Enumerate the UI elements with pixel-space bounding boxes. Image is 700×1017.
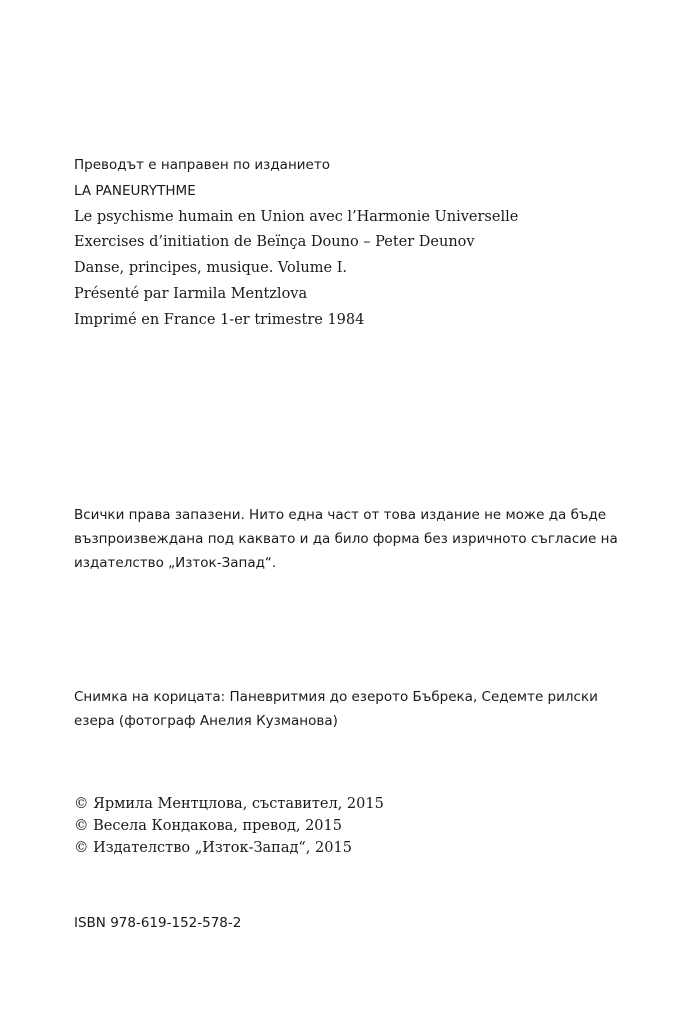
copyright-notices [74,793,674,859]
translation-note: Преводът е направен по изданието [74,157,330,173]
original-subtitle: Le psychisme humain en Union avec l’Harmonie Universelle [74,208,519,225]
rights-line: издателство „Изток-Запад“. [74,555,277,571]
original-print-line: Imprimé en France 1-er trimestre 1984 [74,311,365,328]
copyright-line: © Весела Кондакова, превод, 2015 [74,818,342,834]
copyright-line: © Ярмила Ментцлова, съставител, 2015 [74,796,384,812]
rights-line: Всички права запазени. Нито една част от това издание не може да бъде [74,507,607,523]
original-presenter-line: Présenté par Iarmila Mentzlova [74,285,308,302]
rights-notice [74,503,674,575]
original-volume-line: Danse, principes, musique. Volume I. [74,260,348,277]
isbn-number: ISBN 978-619-152-578-2 [74,915,242,931]
cover-credit-line: езера (фотограф Анелия Кузманова) [74,713,338,729]
cover-credit-line: Снимка на корицата: Паневритмия до езерото Бъбрека, Седемте рилски [74,689,598,705]
rights-line: възпроизвеждана под каквато и да било форма без изричното съгласие на [74,531,618,547]
isbn-block [74,912,674,934]
copyright-line: © Издателство „Изток-Запад“, 2015 [74,840,352,856]
cover-photo-credit [74,685,674,733]
original-exercises-line: Exercises d’initiation de Beїnça Douno – Peter Deunov [74,234,475,251]
translation-source-block [74,153,674,334]
original-title: LA PANEURYTHME [74,182,196,199]
